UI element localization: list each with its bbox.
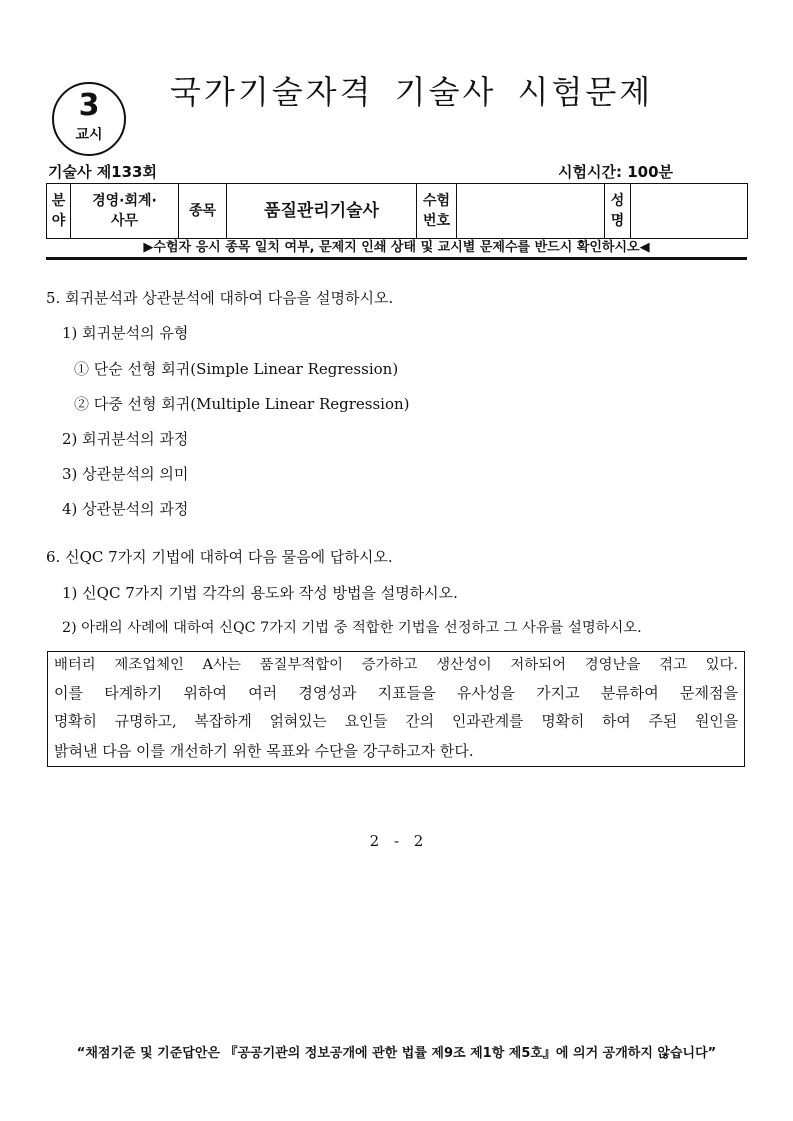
case-study-line-3: 명확히 규명하고, 복잡하게 얽혀있는 요인들 간의 인과관계를 명확히 하여 주된 원인을 xyxy=(54,713,738,730)
case-study-line-1: 배터리 제조업체인 A사는 품질부적합이 증가하고 생산성이 저하되어 경영난을 겪고 있다. xyxy=(54,657,738,673)
exam-time: 시험시간: 100분 xyxy=(558,163,673,181)
exam-number-label-cell xyxy=(417,184,457,239)
question-6-item-1: 1) 신QC 7가지 기법 각각의 용도와 작성 방법을 설명하시오. xyxy=(62,584,458,602)
footer-disclaimer: “채점기준 및 기준답안은 『공공기관의 정보공개에 관한 법률 제9조 제1항 제5호』에 의거 공개하지 않습니다” xyxy=(76,1046,717,1061)
question-5-item-4: 4) 상관분석의 과정 xyxy=(62,500,189,518)
period-label: 교시 xyxy=(75,127,103,143)
field-label-top: 분 xyxy=(51,193,66,209)
exam-info-table xyxy=(46,183,748,239)
case-study-line-4: 밝혀낸 다음 이를 개선하기 위한 목표와 수단을 강구하고자 한다. xyxy=(54,742,474,760)
question-5-item-2: 2) 회귀분석의 과정 xyxy=(62,430,189,448)
field-label-bottom: 야 xyxy=(51,213,66,229)
name-field[interactable] xyxy=(631,184,748,239)
notice-banner: ▶수험자 응시 종목 일치 여부, 문제지 인쇄 상태 및 교시별 문제수를 반드시 확인하시오◀ xyxy=(143,240,650,255)
question-5-item-3: 3) 상관분석의 의미 xyxy=(62,465,189,483)
category-label-cell: 종목 xyxy=(179,184,227,239)
exam-number-label-top: 수험 xyxy=(422,193,451,209)
field-value-cell xyxy=(71,184,179,239)
exam-round: 기술사 제133회 xyxy=(48,163,157,181)
page-title: 국가기술자격 기술사 시험문제 xyxy=(170,73,654,111)
exam-number-field[interactable] xyxy=(457,184,605,239)
question-5-item-1-sub-2: ② 다중 선형 회귀(Multiple Linear Regression) xyxy=(74,395,410,413)
question-6-title: 6. 신QC 7가지 기법에 대하여 다음 물음에 답하시오. xyxy=(46,548,393,566)
field-label-cell xyxy=(47,184,71,239)
period-badge xyxy=(52,82,126,156)
name-label-bottom: 명 xyxy=(610,213,625,229)
header-divider xyxy=(46,257,747,260)
name-label-cell xyxy=(605,184,631,239)
category-value-cell: 품질관리기술사 xyxy=(227,184,417,239)
period-number: 3 xyxy=(78,88,100,123)
question-5-item-1: 1) 회귀분석의 유형 xyxy=(62,324,189,342)
case-study-box xyxy=(47,651,745,767)
name-label-top: 성 xyxy=(610,193,625,209)
field-value-top: 경영·회계· xyxy=(92,193,157,209)
question-6-item-2: 2) 아래의 사례에 대하여 신QC 7가지 기법 중 적합한 기법을 선정하고 그 사유를 설명하시오. xyxy=(62,620,642,636)
exam-number-label-bottom: 번호 xyxy=(422,213,451,229)
case-study-line-2: 이를 타계하기 위하여 여러 경영성과 지표들을 유사성을 가지고 분류하여 문제점을 xyxy=(54,684,738,702)
page-number: 2 - 2 xyxy=(369,832,424,850)
field-value-bottom: 사무 xyxy=(110,213,139,229)
question-5-item-1-sub-1: ① 단순 선형 회귀(Simple Linear Regression) xyxy=(74,360,399,378)
question-5-title: 5. 회귀분석과 상관분석에 대하여 다음을 설명하시오. xyxy=(46,289,394,307)
